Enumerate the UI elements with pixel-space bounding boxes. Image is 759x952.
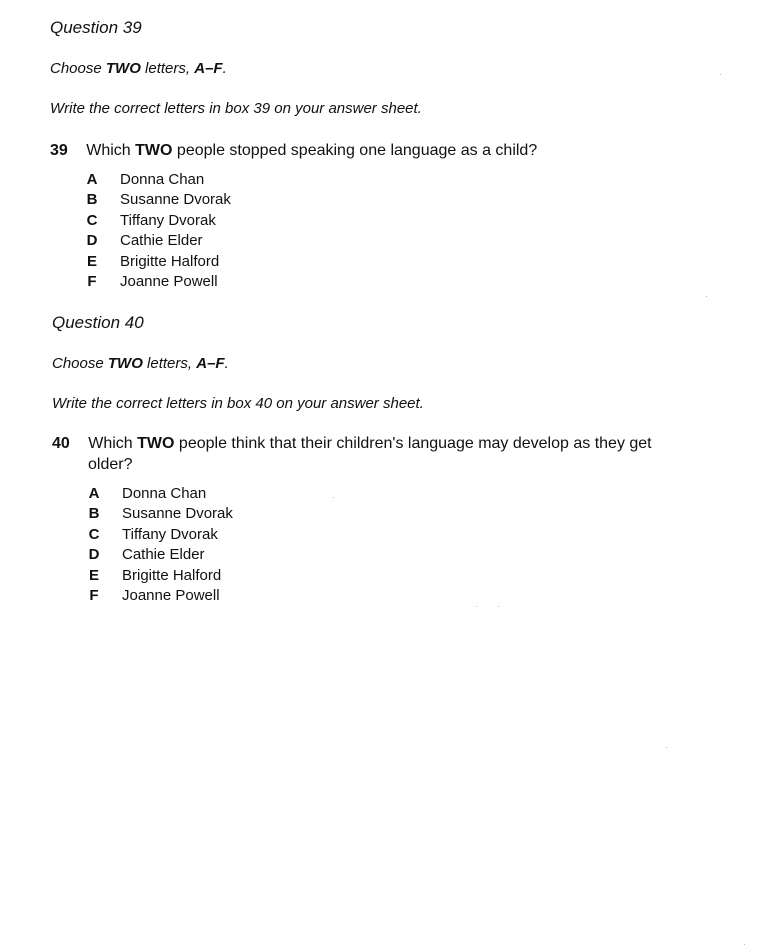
option-letter: B: [88, 505, 100, 523]
option-row[interactable]: [86, 567, 233, 587]
option-label: Susanne Dvorak: [122, 505, 233, 523]
option-row[interactable]: [86, 587, 233, 607]
instruction-text: letters,: [140, 60, 195, 77]
question-text: people stopped speaking one language as a child?: [172, 142, 538, 159]
option-label: Donna Chan: [120, 171, 205, 188]
scan-speck: [333, 497, 334, 498]
option-label: Cathie Elder: [120, 232, 203, 250]
option-letter: F: [89, 586, 99, 604]
option-letter: A: [88, 485, 100, 502]
option-letter: B: [86, 191, 98, 209]
question-39-text: [50, 142, 537, 160]
option-row[interactable]: [86, 546, 233, 566]
instruction-range: A–F: [194, 60, 223, 77]
instruction-emphasis: TWO: [105, 60, 141, 77]
option-row[interactable]: [84, 171, 231, 191]
scan-speck: [720, 74, 721, 75]
option-letter: C: [86, 211, 98, 229]
option-label: Brigitte Halford: [120, 252, 220, 270]
scan-speck: [666, 747, 667, 748]
option-row[interactable]: [84, 212, 231, 232]
option-letter: C: [88, 525, 100, 543]
option-label: Cathie Elder: [122, 546, 205, 564]
option-label: Brigitte Halford: [122, 566, 222, 584]
instruction-text: .: [222, 60, 227, 77]
question-39-instruction-choose: [50, 60, 227, 77]
option-row[interactable]: [84, 232, 231, 252]
option-label: Joanne Powell: [122, 586, 220, 604]
option-letter: A: [86, 171, 98, 188]
scan-speck: [476, 606, 477, 607]
option-label: Tiffany Dvorak: [122, 525, 218, 543]
option-row[interactable]: [86, 526, 233, 546]
option-row[interactable]: [84, 191, 231, 211]
question-39-options: [84, 171, 231, 293]
option-row[interactable]: [86, 505, 233, 525]
option-label: Donna Chan: [122, 485, 207, 502]
question-number: 39: [50, 142, 68, 159]
question-text: Which: [86, 142, 136, 159]
question-40-heading: Question 40: [52, 313, 144, 332]
question-40-text: [52, 435, 652, 453]
option-letter: D: [86, 232, 98, 250]
question-text: people think that their children's language may develop as they get: [174, 435, 652, 452]
question-text: Which: [88, 435, 138, 452]
option-row[interactable]: [86, 485, 233, 505]
instruction-text: Choose: [52, 355, 108, 372]
option-label: Tiffany Dvorak: [120, 211, 216, 229]
instruction-text: letters,: [142, 355, 197, 372]
option-label: Susanne Dvorak: [120, 191, 231, 209]
question-39-instruction-write: Write the correct letters in box 39 on your answer sheet.: [50, 100, 422, 117]
option-row[interactable]: [84, 253, 231, 273]
instruction-emphasis: TWO: [107, 355, 143, 372]
question-emphasis: TWO: [137, 435, 175, 452]
option-row[interactable]: [84, 273, 231, 293]
scan-speck: [706, 296, 707, 297]
scan-speck: [744, 944, 745, 945]
option-letter: D: [88, 546, 100, 564]
question-emphasis: TWO: [135, 142, 173, 159]
question-40-options: [86, 485, 233, 607]
option-letter: E: [86, 252, 97, 270]
instruction-range: A–F: [196, 355, 225, 372]
scan-speck: [498, 606, 499, 607]
question-number: 40: [52, 435, 70, 452]
question-40-instruction-write: Write the correct letters in box 40 on your answer sheet.: [52, 395, 424, 412]
question-40-instruction-choose: [52, 355, 229, 372]
question-39-heading: Question 39: [50, 18, 142, 37]
option-label: Joanne Powell: [120, 272, 218, 290]
instruction-text: .: [224, 355, 229, 372]
question-40-text-line2: older?: [88, 456, 133, 473]
instruction-text: Choose: [50, 60, 106, 77]
option-letter: E: [88, 566, 99, 584]
option-letter: F: [87, 272, 97, 290]
